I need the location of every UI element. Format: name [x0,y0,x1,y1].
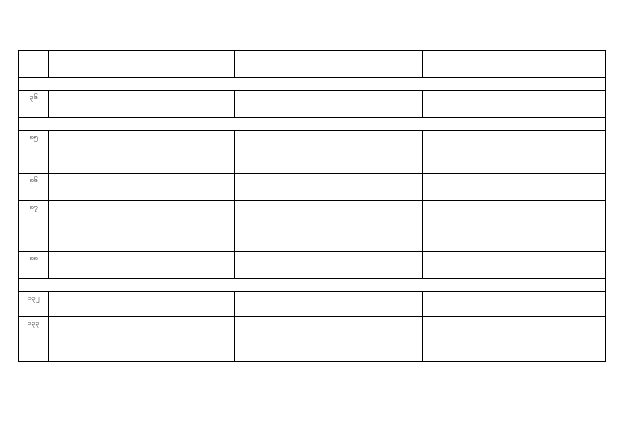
row-iee-criteria [235,201,423,252]
table-row [19,131,606,174]
section-row [19,118,606,131]
row-project-type [49,252,235,279]
row-iee-criteria [235,131,423,174]
header-iee-criteria [235,51,423,78]
section-row [19,279,606,292]
row-project-type [49,317,235,362]
row-eia-criteria [423,91,606,118]
row-iee-criteria [235,317,423,362]
section-heading [19,118,606,131]
section-heading [19,279,606,292]
row-iee-criteria [235,292,423,317]
row-eia-criteria [423,201,606,252]
table-row [19,91,606,118]
row-project-type [49,201,235,252]
row-number: ၃၆ [19,91,49,118]
section-heading [19,78,606,91]
table-row [19,292,606,317]
table-row [19,252,606,279]
header-eia-criteria [423,51,606,78]
row-eia-criteria [423,131,606,174]
row-number: ၈၇ [19,201,49,252]
row-project-type [49,131,235,174]
row-eia-criteria [423,317,606,362]
row-number: ၁၃၂ [19,292,49,317]
row-eia-criteria [423,252,606,279]
header-project-type [49,51,235,78]
section-row [19,78,606,91]
row-iee-criteria [235,91,423,118]
row-number: ၈၈ [19,252,49,279]
row-number: ၈၆ [19,174,49,201]
row-eia-criteria [423,292,606,317]
row-project-type [49,91,235,118]
row-number: ၈၅ [19,131,49,174]
row-project-type [49,174,235,201]
table-row [19,201,606,252]
table-header-row [19,51,606,78]
table-row [19,317,606,362]
row-eia-criteria [423,174,606,201]
table-row [19,174,606,201]
row-iee-criteria [235,174,423,201]
project-type-table [18,50,606,362]
row-project-type [49,292,235,317]
header-serial-number [19,51,49,78]
row-iee-criteria [235,252,423,279]
row-number: ၁၃၃ [19,317,49,362]
document-title [18,16,606,28]
document-subtitle [18,32,606,44]
